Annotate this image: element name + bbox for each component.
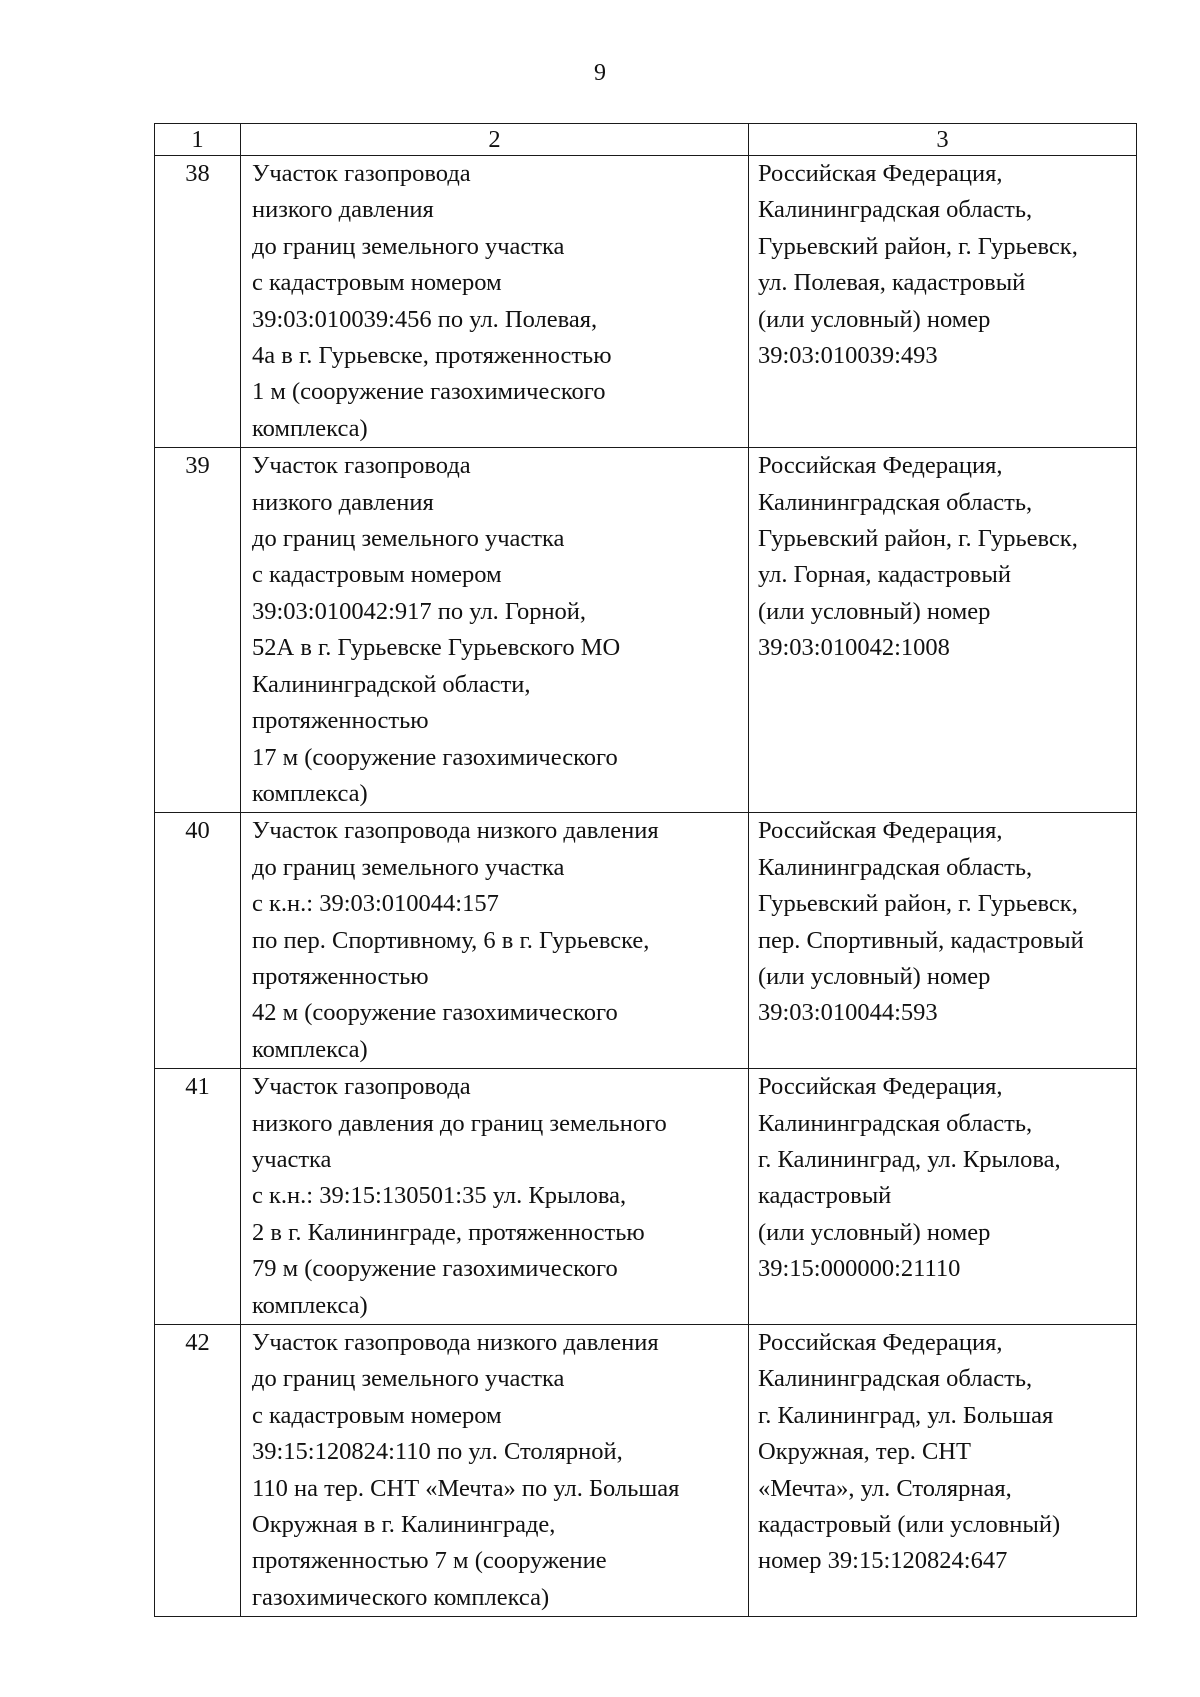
address-line: Калининградская область, xyxy=(758,853,1033,881)
address-line: Окружная, тер. СНТ xyxy=(758,1438,971,1466)
description-line: до границ земельного участка xyxy=(252,1365,565,1393)
address-cell xyxy=(749,1325,1137,1617)
address-line: Российская Федерация, xyxy=(758,452,1003,480)
address-line: (или условный) номер xyxy=(758,962,991,990)
description-line: Окружная в г. Калининграде, xyxy=(252,1511,556,1539)
description-line: низкого давления до границ земельного xyxy=(252,1109,667,1137)
description-line: газохимического комплекса) xyxy=(252,1583,550,1611)
row-number: 42 xyxy=(155,1325,241,1617)
address-line: г. Калининград, ул. Большая xyxy=(758,1401,1054,1429)
description-line: с кадастровым номером xyxy=(252,561,502,589)
address-line: Российская Федерация, xyxy=(758,160,1003,187)
description-line: комплекса) xyxy=(252,414,368,442)
description-line: с кадастровым номером xyxy=(252,269,502,297)
description-line: до границ земельного участка xyxy=(252,853,565,881)
table-row xyxy=(155,813,1137,1069)
address-cell xyxy=(749,813,1137,1069)
row-number: 41 xyxy=(155,1069,241,1325)
address-line: Калининградская область, xyxy=(758,1109,1033,1137)
description-line: до границ земельного участка xyxy=(252,232,565,260)
address-line: (или условный) номер xyxy=(758,305,991,333)
property-registry-table xyxy=(154,123,1137,1617)
address-line: кадастровый (или условный) xyxy=(758,1511,1061,1539)
description-line: Калининградской области, xyxy=(252,670,531,698)
address-line: Калининградская область, xyxy=(758,196,1033,224)
address-line: (или условный) номер xyxy=(758,1218,991,1246)
description-line: 39:15:120824:110 по ул. Столярной, xyxy=(252,1438,623,1466)
row-number: 38 xyxy=(155,156,241,448)
description-line: Участок газопровода низкого давления xyxy=(252,817,659,845)
description-line: с к.н.: 39:15:130501:35 ул. Крылова, xyxy=(252,1182,627,1210)
description-line: низкого давления xyxy=(252,196,434,224)
table-row xyxy=(155,156,1137,448)
description-line: комплекса) xyxy=(252,779,368,807)
description-line: по пер. Спортивному, 6 в г. Гурьевске, xyxy=(252,926,650,954)
table-row xyxy=(155,1069,1137,1325)
address-line: Калининградская область, xyxy=(758,488,1033,516)
description-line: комплекса) xyxy=(252,1291,368,1319)
object-description-cell xyxy=(241,448,749,813)
address-line: 39:03:010042:1008 xyxy=(758,634,950,662)
description-line: до границ земельного участка xyxy=(252,525,565,553)
description-line: с к.н.: 39:03:010044:157 xyxy=(252,890,499,918)
description-line: 52А в г. Гурьевске Гурьевского МО xyxy=(252,634,621,662)
description-line: Участок газопровода xyxy=(252,160,471,187)
description-line: 4а в г. Гурьевске, протяженностью xyxy=(252,342,612,370)
description-line: 110 на тер. СНТ «Мечта» по ул. Большая xyxy=(252,1474,680,1502)
object-description-cell xyxy=(241,813,749,1069)
description-line: протяженностью 7 м (сооружение xyxy=(252,1547,607,1575)
column-header-description: 2 xyxy=(241,124,749,156)
address-line: 39:15:000000:21110 xyxy=(758,1255,961,1283)
page-number: 9 xyxy=(594,60,606,86)
table-body xyxy=(155,156,1137,1617)
description-line: 42 м (сооружение газохимического xyxy=(252,999,618,1027)
description-line: 1 м (сооружение газохимического xyxy=(252,378,606,406)
address-line: Гурьевский район, г. Гурьевск, xyxy=(758,232,1078,260)
description-line: 39:03:010039:456 по ул. Полевая, xyxy=(252,305,598,333)
address-line: Российская Федерация, xyxy=(758,1073,1003,1101)
address-line: 39:03:010044:593 xyxy=(758,999,938,1027)
column-header-number: 1 xyxy=(155,124,241,156)
address-line: «Мечта», ул. Столярная, xyxy=(758,1474,1012,1502)
address-line: ул. Горная, кадастровый xyxy=(758,561,1011,589)
address-line: пер. Спортивный, кадастровый xyxy=(758,926,1084,954)
address-cell xyxy=(749,1069,1137,1325)
address-line: Гурьевский район, г. Гурьевск, xyxy=(758,525,1078,553)
address-line: Российская Федерация, xyxy=(758,817,1003,845)
description-line: комплекса) xyxy=(252,1035,368,1063)
address-line: ул. Полевая, кадастровый xyxy=(758,269,1026,297)
address-line: кадастровый xyxy=(758,1182,892,1210)
object-description-cell xyxy=(241,1325,749,1617)
description-line: протяженностью xyxy=(252,707,429,735)
table-row xyxy=(155,1325,1137,1617)
description-line: Участок газопровода низкого давления xyxy=(252,1329,659,1356)
description-line: 17 м (сооружение газохимического xyxy=(252,743,618,771)
description-line: 79 м (сооружение газохимического xyxy=(252,1255,618,1283)
address-line: Российская Федерация, xyxy=(758,1329,1003,1356)
object-description-cell xyxy=(241,1069,749,1325)
description-line: низкого давления xyxy=(252,488,434,516)
address-line: Гурьевский район, г. Гурьевск, xyxy=(758,890,1078,918)
description-line: протяженностью xyxy=(252,962,429,990)
address-cell xyxy=(749,448,1137,813)
description-line: с кадастровым номером xyxy=(252,1401,502,1429)
column-header-address: 3 xyxy=(749,124,1137,156)
description-line: Участок газопровода xyxy=(252,452,471,480)
address-line: Калининградская область, xyxy=(758,1365,1033,1393)
description-line: 2 в г. Калининграде, протяженностью xyxy=(252,1218,645,1246)
row-number: 39 xyxy=(155,448,241,813)
address-cell xyxy=(749,156,1137,448)
address-line: (или условный) номер xyxy=(758,597,991,625)
description-line: Участок газопровода xyxy=(252,1073,471,1101)
description-line: участка xyxy=(252,1145,332,1173)
row-number: 40 xyxy=(155,813,241,1069)
address-line: 39:03:010039:493 xyxy=(758,342,938,370)
description-line: 39:03:010042:917 по ул. Горной, xyxy=(252,597,587,625)
address-line: номер 39:15:120824:647 xyxy=(758,1547,1008,1575)
address-line: г. Калининград, ул. Крылова, xyxy=(758,1145,1061,1173)
table-row xyxy=(155,448,1137,813)
table-header-row xyxy=(155,124,1137,156)
object-description-cell xyxy=(241,156,749,448)
